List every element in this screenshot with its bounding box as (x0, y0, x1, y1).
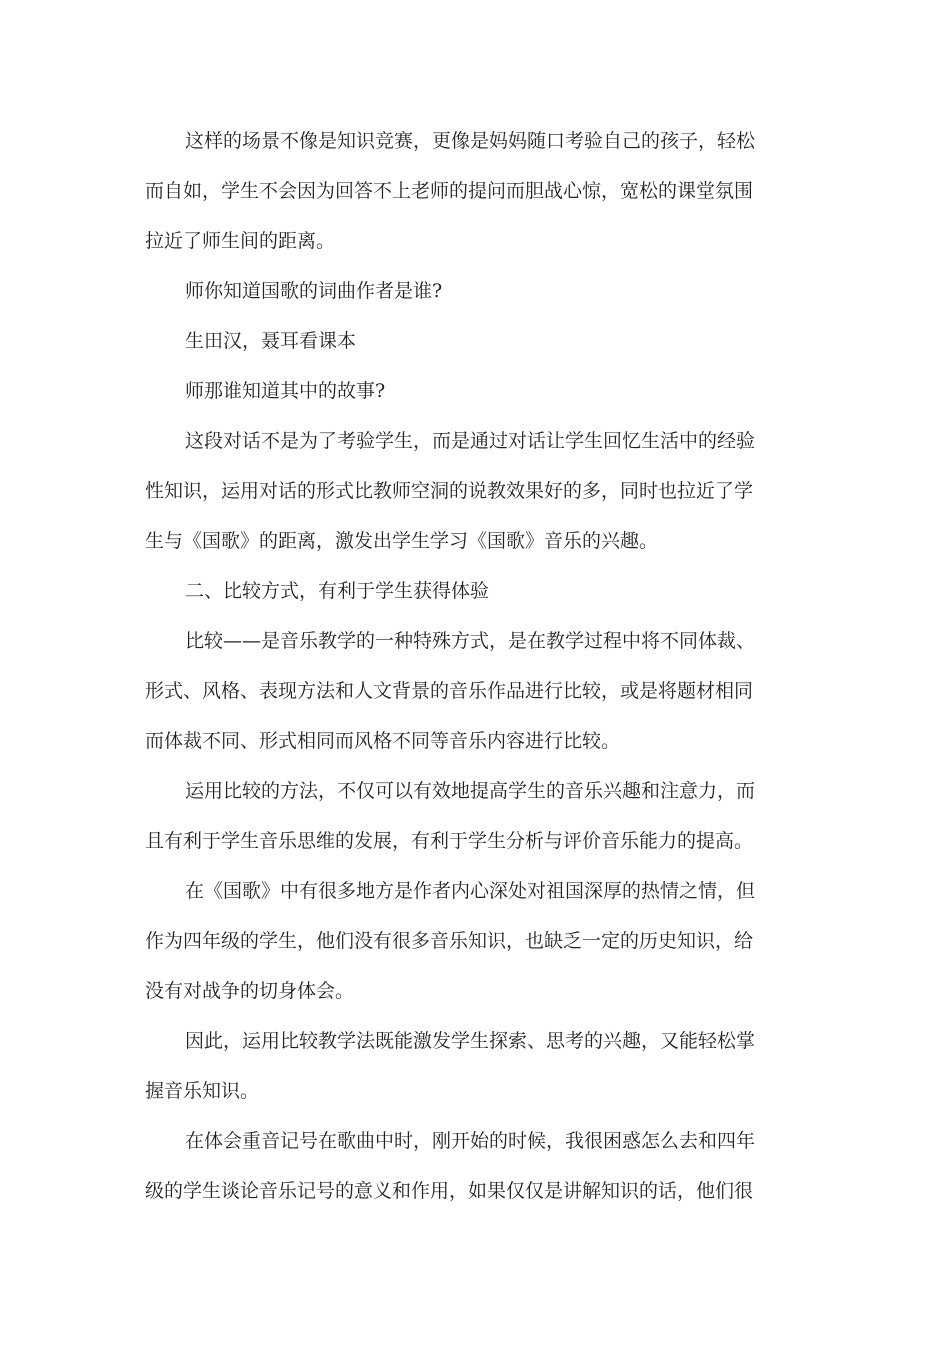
text-line: 形式、风格、表现方法和人文背景的音乐作品进行比较，或是将题材相同 (145, 680, 754, 702)
text-line: 握音乐知识。 (145, 1080, 260, 1102)
text-line: 且有利于学生音乐思维的发展，有利于学生分析与评价音乐能力的提高。 (145, 830, 754, 852)
text-line: 师你知道国歌的词曲作者是谁? (185, 280, 443, 302)
paragraph-teacher-question-1 (145, 266, 805, 316)
section-heading-comparison (145, 566, 805, 616)
text-line: 运用比较的方法，不仅可以有效地提高学生的音乐兴趣和注意力，而 (185, 780, 756, 802)
paragraph-therefore (145, 1016, 805, 1116)
text-line: 而体裁不同、形式相同而风格不同等音乐内容进行比较。 (145, 730, 621, 752)
paragraph-dialogue-purpose (145, 416, 805, 566)
paragraph-student-answer (145, 316, 805, 366)
text-line: 在体会重音记号在歌曲中时，刚开始的时候，我很困惑怎么去和四年 (185, 1130, 756, 1152)
paragraph-anthem-feelings (145, 866, 805, 1016)
text-line: 级的学生谈论音乐记号的意义和作用，如果仅仅是讲解知识的话，他们很 (145, 1180, 754, 1202)
text-line: 没有对战争的切身体会。 (145, 980, 355, 1002)
text-line: 这样的场景不像是知识竞赛，更像是妈妈随口考验自己的孩子，轻松 (185, 130, 756, 152)
text-line: 师那谁知道其中的故事? (185, 380, 386, 402)
text-line: 在《国歌》中有很多地方是作者内心深处对祖国深厚的热情之情，但 (185, 880, 756, 902)
paragraph-comparison-definition (145, 616, 805, 766)
text-line: 作为四年级的学生，他们没有很多音乐知识，也缺乏一定的历史知识，给 (145, 930, 754, 952)
paragraph-classroom-atmosphere (145, 116, 805, 266)
text-line: 生田汉，聂耳看课本 (185, 330, 357, 352)
text-line: 性知识，运用对话的形式比教师空洞的说教效果好的多，同时也拉近了学 (145, 480, 754, 502)
text-line: 这段对话不是为了考验学生，而是通过对话让学生回忆生活中的经验 (185, 430, 756, 452)
text-line: 比较——是音乐教学的一种特殊方式，是在教学过程中将不同体裁、 (185, 630, 756, 652)
paragraph-comparison-benefits (145, 766, 805, 866)
text-line: 因此，运用比较教学法既能激发学生探索、思考的兴趣，又能轻松掌 (185, 1030, 756, 1052)
text-line: 而自如，学生不会因为回答不上老师的提问而胆战心惊，宽松的课堂氛围 (145, 180, 754, 202)
paragraph-accent-marks (145, 1116, 805, 1216)
text-line: 拉近了师生间的距离。 (145, 230, 336, 252)
paragraph-teacher-question-2 (145, 366, 805, 416)
text-line: 生与《国歌》的距离，激发出学生学习《国歌》音乐的兴趣。 (145, 530, 659, 552)
text-line: 二、比较方式，有利于学生获得体验 (185, 580, 490, 602)
